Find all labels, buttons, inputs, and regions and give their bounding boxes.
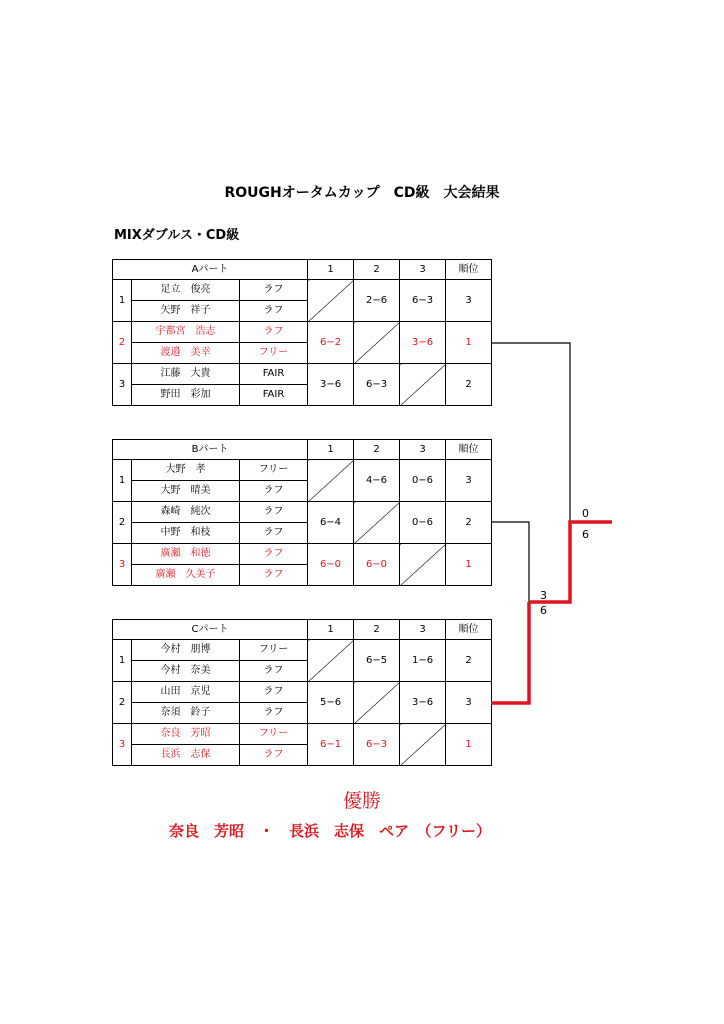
player-name: 今村 朋博 xyxy=(132,640,240,661)
player-name: 奈須 鈴子 xyxy=(132,703,240,724)
rank-cell: 2 xyxy=(446,640,492,682)
club-name: FAIR xyxy=(240,385,308,406)
semi-score-top: 3 xyxy=(540,589,547,602)
rank-cell: 1 xyxy=(446,724,492,766)
rank-cell: 1 xyxy=(446,544,492,586)
player-name: 江藤 大貴 xyxy=(132,364,240,385)
score-cell: 2−6 xyxy=(354,280,400,322)
club-name: ラフ xyxy=(240,661,308,682)
score-cell: 6−5 xyxy=(354,640,400,682)
player-name: 廣瀬 和徳 xyxy=(132,544,240,565)
team-number: 3 xyxy=(113,364,132,406)
team-number: 2 xyxy=(113,502,132,544)
player-name: 矢野 祥子 xyxy=(132,301,240,322)
champion-names: 奈良 芳昭 ・ 長浜 志保 ペア （フリー） xyxy=(169,822,491,840)
col-header-3: 3 xyxy=(400,260,446,280)
col-header-1: 1 xyxy=(308,440,354,460)
player-name: 大野 孝 xyxy=(132,460,240,481)
score-cell: 3−6 xyxy=(400,322,446,364)
club-name: フリー xyxy=(240,460,308,481)
club-name: フリー xyxy=(240,343,308,364)
col-header-3: 3 xyxy=(400,440,446,460)
player-name: 今村 奈美 xyxy=(132,661,240,682)
score-cell: 5−6 xyxy=(308,682,354,724)
player-name: 野田 彩加 xyxy=(132,385,240,406)
score-cell: 1−6 xyxy=(400,640,446,682)
score-cell: 6−4 xyxy=(308,502,354,544)
team-number: 3 xyxy=(113,724,132,766)
score-cell: 0−6 xyxy=(400,502,446,544)
team-number: 2 xyxy=(113,682,132,724)
rank-cell: 2 xyxy=(446,364,492,406)
event-subtitle: MIXダブルス・CD級 xyxy=(114,228,240,243)
score-cell: 6−3 xyxy=(400,280,446,322)
rank-cell: 3 xyxy=(446,460,492,502)
club-name: フリー xyxy=(240,724,308,745)
club-name: ラフ xyxy=(240,565,308,586)
col-header-2: 2 xyxy=(354,620,400,640)
score-cell: 6−0 xyxy=(308,544,354,586)
score-cell: 6−2 xyxy=(308,322,354,364)
team-number: 2 xyxy=(113,322,132,364)
col-header-3: 3 xyxy=(400,620,446,640)
final-score-bottom: 6 xyxy=(582,528,589,541)
champion-heading: 優勝 xyxy=(342,790,381,812)
semi-score-bottom: 6 xyxy=(540,604,547,617)
player-name: 大野 晴美 xyxy=(132,481,240,502)
team-number: 1 xyxy=(113,460,132,502)
col-header-rank: 順位 xyxy=(446,620,492,640)
club-name: ラフ xyxy=(240,745,308,766)
player-name: 奈良 芳昭 xyxy=(132,724,240,745)
player-name: 中野 和枝 xyxy=(132,523,240,544)
col-header-1: 1 xyxy=(308,620,354,640)
club-name: ラフ xyxy=(240,322,308,343)
final-score-top: 0 xyxy=(582,507,589,520)
club-name: フリー xyxy=(240,640,308,661)
player-name: 山田 京児 xyxy=(132,682,240,703)
club-name: ラフ xyxy=(240,544,308,565)
team-number: 1 xyxy=(113,640,132,682)
score-cell: 4−6 xyxy=(354,460,400,502)
club-name: ラフ xyxy=(240,502,308,523)
group-a-name: Aパート xyxy=(113,260,308,280)
score-cell: 0−6 xyxy=(400,460,446,502)
bracket-line-b xyxy=(491,522,529,602)
player-name: 長浜 志保 xyxy=(132,745,240,766)
group-b-name: Bパート xyxy=(113,440,308,460)
player-name: 足立 俊亮 xyxy=(132,280,240,301)
club-name: FAIR xyxy=(240,364,308,385)
col-header-2: 2 xyxy=(354,260,400,280)
club-name: ラフ xyxy=(240,682,308,703)
club-name: ラフ xyxy=(240,523,308,544)
score-cell: 3−6 xyxy=(400,682,446,724)
page-title: ROUGHオータムカップ CD級 大会結果 xyxy=(224,185,500,201)
rank-cell: 1 xyxy=(446,322,492,364)
bracket-line-a xyxy=(491,343,570,522)
score-cell: 6−0 xyxy=(354,544,400,586)
player-name: 宇都宮 浩志 xyxy=(132,322,240,343)
bracket-line-c-winner xyxy=(491,602,529,703)
club-name: ラフ xyxy=(240,280,308,301)
club-name: ラフ xyxy=(240,301,308,322)
score-cell: 6−3 xyxy=(354,724,400,766)
team-number: 1 xyxy=(113,280,132,322)
rank-cell: 2 xyxy=(446,502,492,544)
group-c-name: Cパート xyxy=(113,620,308,640)
rank-cell: 3 xyxy=(446,280,492,322)
col-header-2: 2 xyxy=(354,440,400,460)
score-cell: 6−1 xyxy=(308,724,354,766)
score-cell: 6−3 xyxy=(354,364,400,406)
player-name: 廣瀬 久美子 xyxy=(132,565,240,586)
team-number: 3 xyxy=(113,544,132,586)
col-header-rank: 順位 xyxy=(446,440,492,460)
club-name: ラフ xyxy=(240,703,308,724)
rank-cell: 3 xyxy=(446,682,492,724)
score-cell: 3−6 xyxy=(308,364,354,406)
player-name: 渡邉 美幸 xyxy=(132,343,240,364)
col-header-rank: 順位 xyxy=(446,260,492,280)
player-name: 森崎 純次 xyxy=(132,502,240,523)
club-name: ラフ xyxy=(240,481,308,502)
col-header-1: 1 xyxy=(308,260,354,280)
